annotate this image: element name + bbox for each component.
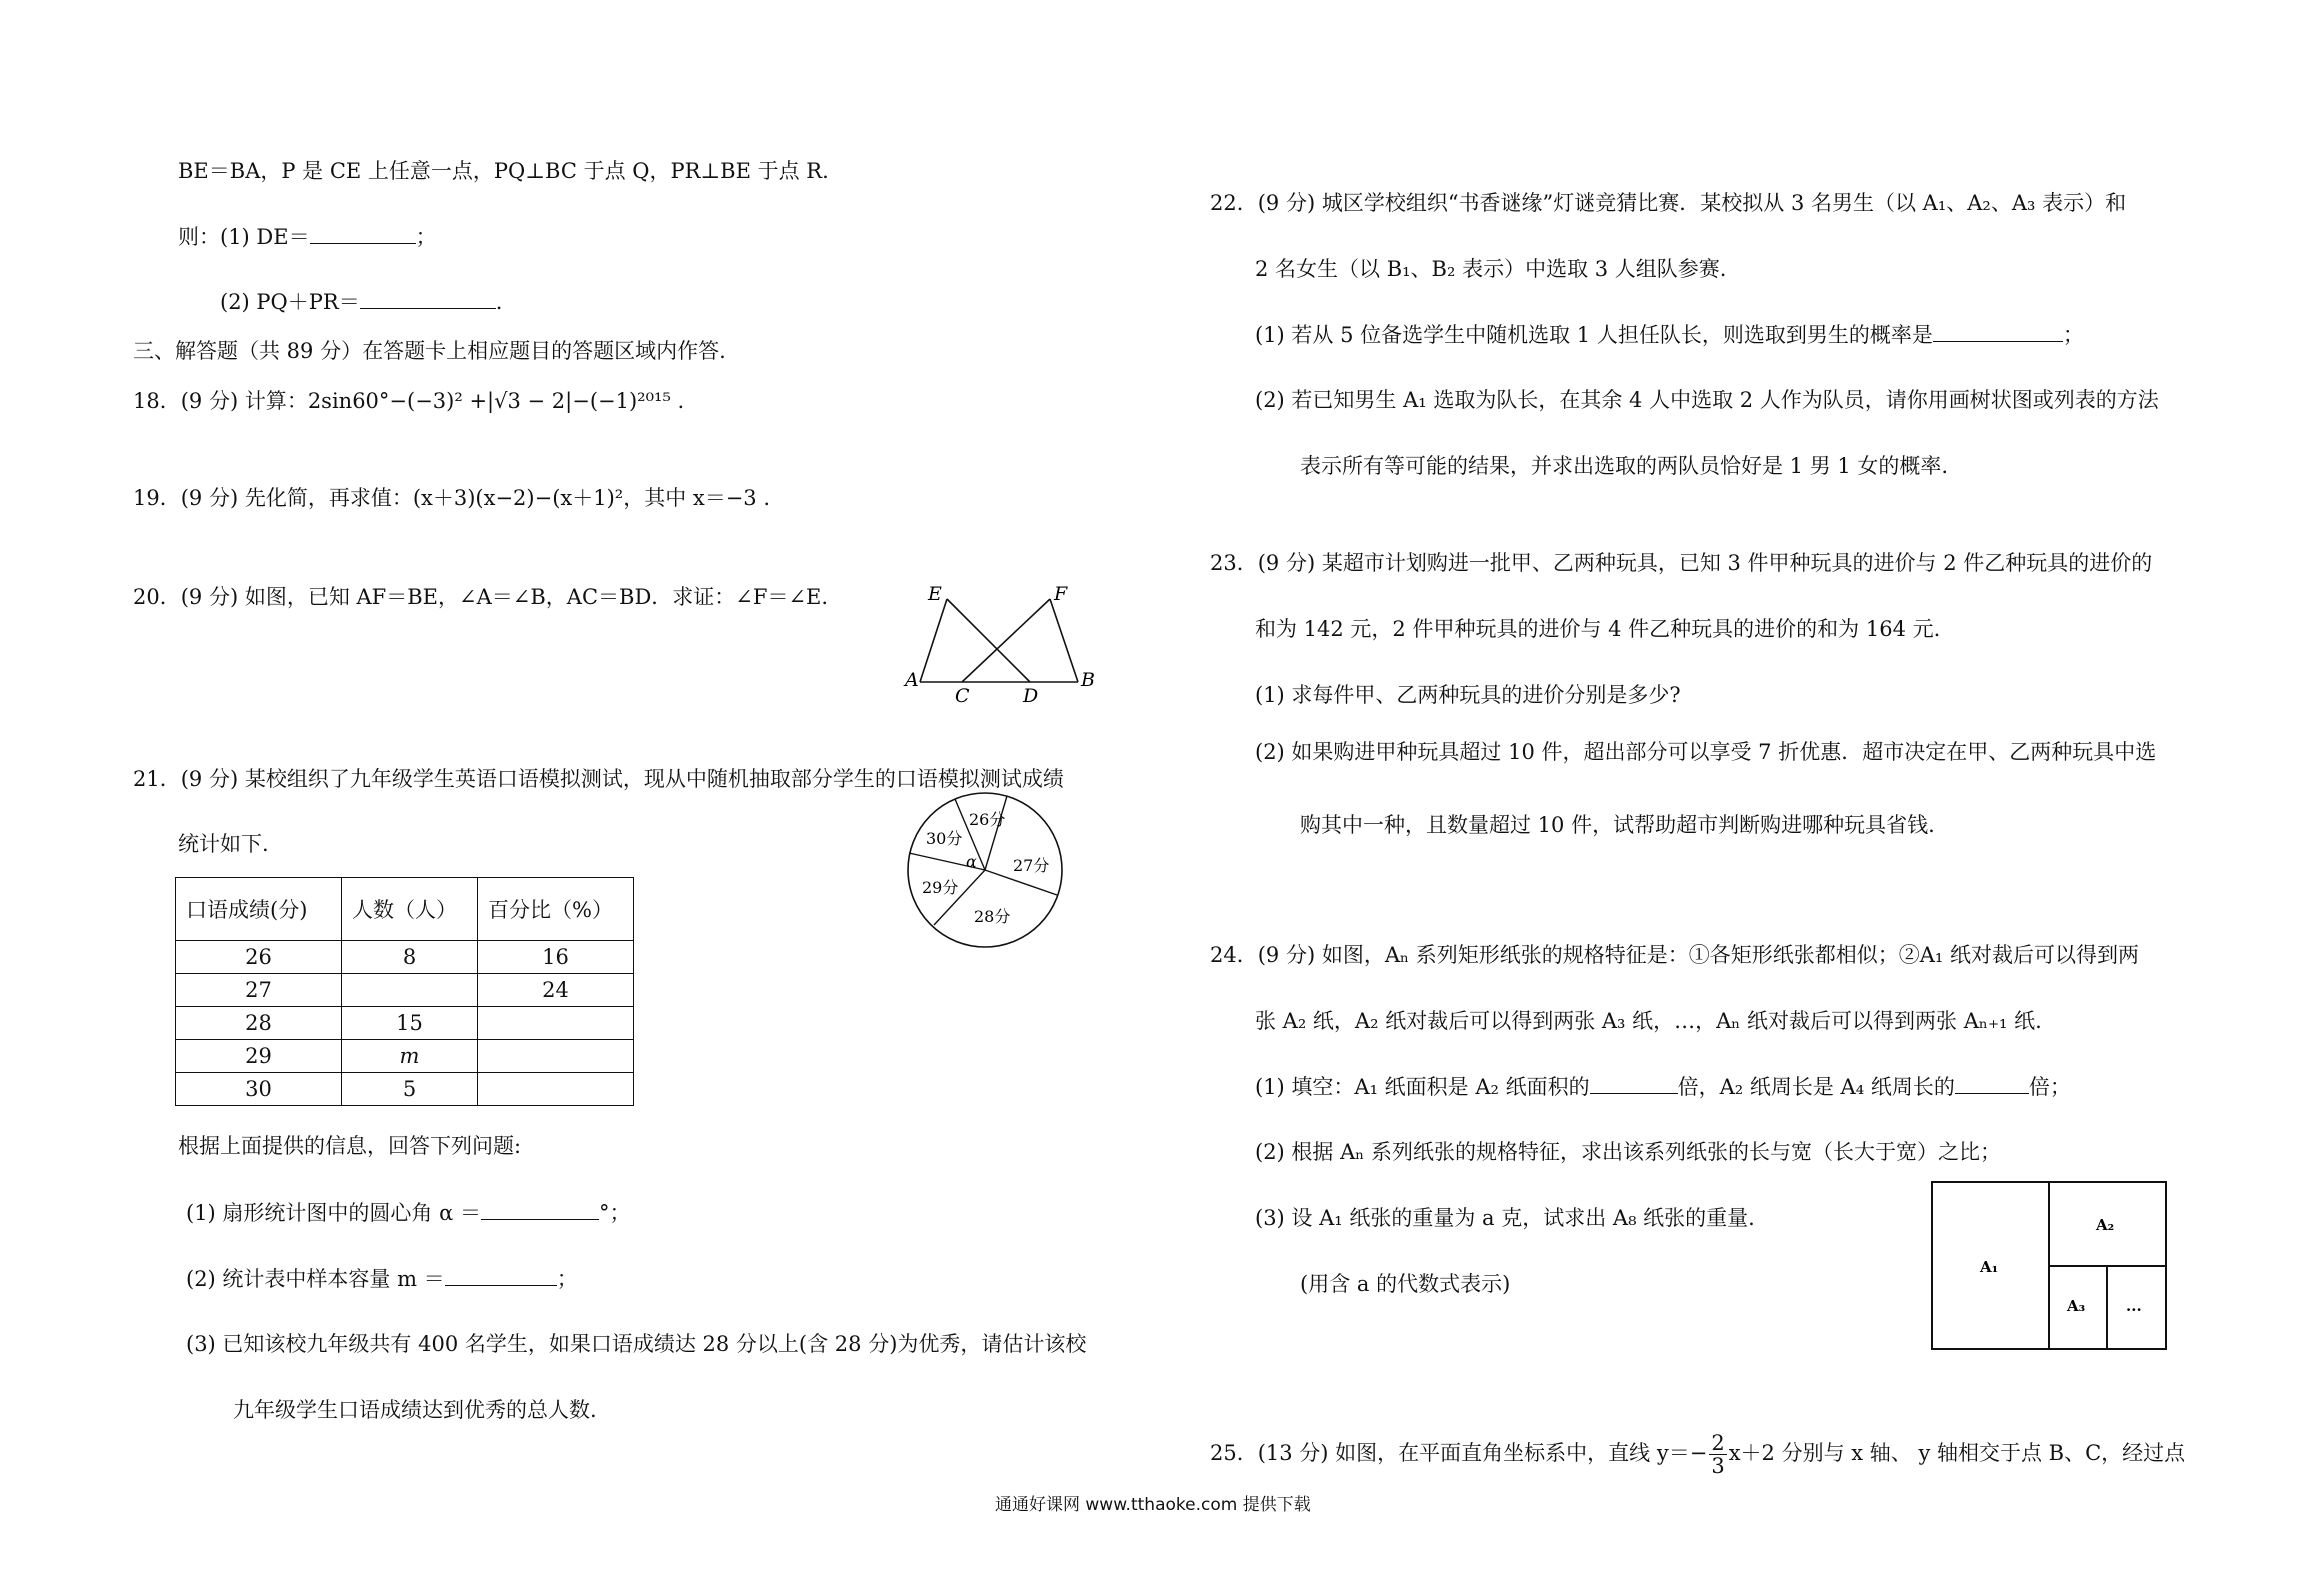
paper-label-a2: A₂	[2096, 1216, 2115, 1234]
label-B: B	[1081, 669, 1095, 691]
table-cell: 29	[176, 1040, 342, 1073]
question-24-part2: (2) 根据 Aₙ 系列纸张的规格特征，求出该系列纸张的长与宽（长大于宽）之比；	[1255, 1140, 2002, 1164]
answer-blank[interactable]	[1590, 1071, 1678, 1094]
question-21-part2: (2) 统计表中样本容量 m ＝ ；	[186, 1263, 578, 1294]
table-cell: 27	[176, 974, 342, 1007]
section-3-heading: 三、解答题（共 89 分）在答题卡上相应题目的答题区域内作答.	[133, 339, 726, 363]
table-cell: 8	[342, 941, 478, 974]
table-header: 口语成绩(分)	[176, 878, 342, 941]
table-row	[176, 941, 634, 974]
page-footer: 通通好课网 www.tthaoke.com 提供下载	[995, 1495, 1311, 1515]
table-cell: 24	[478, 974, 634, 1007]
fraction: $\frac{2}{3}$	[1711, 1431, 1725, 1478]
question-21-part3-line1: (3) 已知该校九年级共有 400 名学生，如果口语成绩达 28 分以上(含 28 分)为优秀，请估计该校	[186, 1332, 1087, 1356]
paper-label-a1: A₁	[1980, 1258, 1999, 1276]
label-C: C	[955, 685, 970, 703]
question-22-line1: 22．(9 分) 城区学校组织“书香谜缘”灯谜竞猜比赛．某校拟从 3 名男生（以 A₁、A₂、A₃ 表示）和	[1210, 191, 2127, 215]
question-24-part1: (1) 填空：A₁ 纸面积是 A₂ 纸面积的 倍，A₂ 纸周长是 A₄ 纸周长的 倍；	[1255, 1071, 2071, 1102]
question-21-part1: (1) 扇形统计图中的圆心角 α ＝ °；	[186, 1197, 630, 1228]
question-22-part1: (1) 若从 5 位备选学生中随机选取 1 人担任队长，则选取到男生的概率是 ；	[1255, 319, 2084, 350]
table-cell	[342, 974, 478, 1007]
question-21-line2: 统计如下.	[178, 832, 269, 856]
question-23-line1: 23．(9 分) 某超市计划购进一批甲、乙两种玩具，已知 3 件甲种玩具的进价与 2 件乙种玩具的进价的	[1210, 551, 2153, 575]
question-24-line2: 张 A₂ 纸，A₂ 纸对裁后可以得到两张 A₃ 纸，…，Aₙ 纸对裁后可以得到两张 Aₙ₊₁ 纸.	[1255, 1009, 2042, 1033]
question-22-line2: 2 名女生（以 B₁、B₂ 表示）中选取 3 人组队参赛.	[1255, 257, 1727, 281]
triangle-figure	[900, 578, 1100, 703]
table-cell: m	[342, 1040, 478, 1073]
label-A: A	[905, 669, 919, 691]
table-header-row	[176, 878, 634, 941]
question-23-line2: 和为 142 元，2 件甲种玩具的进价与 4 件乙种玩具的进价的和为 164 元.	[1255, 617, 1941, 641]
pie-label-30: 30分	[926, 829, 963, 848]
paper-sizes-figure	[1930, 1180, 2170, 1352]
question-23-part2-line2: 购其中一种，且数量超过 10 件，试帮助超市判断购进哪种玩具省钱.	[1300, 813, 1935, 837]
question-22-part2-line2: 表示所有等可能的结果，并求出选取的两队员恰好是 1 男 1 女的概率.	[1300, 454, 1949, 478]
question-21-intro: 根据上面提供的信息，回答下列问题:	[178, 1134, 522, 1158]
question-23-part1: (1) 求每件甲、乙两种玩具的进价分别是多少?	[1255, 683, 1681, 707]
paper-label-a3: A₃	[2067, 1297, 2086, 1315]
pie-label-alpha: α	[966, 852, 977, 871]
table-cell: 28	[176, 1007, 342, 1040]
question-18: 18．(9 分) 计算：2sin60°−(−3)² +|√3 − 2|−(−1)²⁰¹⁵ .	[133, 389, 685, 413]
label-E: E	[928, 583, 942, 605]
question-21-part3-line2: 九年级学生口语成绩达到优秀的总人数.	[233, 1398, 597, 1422]
pie-label-28: 28分	[974, 907, 1011, 926]
answer-blank[interactable]	[310, 221, 416, 244]
pie-chart	[905, 790, 1065, 950]
answer-blank[interactable]	[481, 1197, 599, 1220]
table-row	[176, 974, 634, 1007]
table-cell	[478, 1007, 634, 1040]
label-F: F	[1054, 583, 1068, 605]
question-23-part2-line1: (2) 如果购进甲种玩具超过 10 件，超出部分可以享受 7 折优惠．超市决定在甲、乙两种玩具中选	[1255, 740, 2157, 764]
table-cell: 30	[176, 1073, 342, 1106]
table-cell: 5	[342, 1073, 478, 1106]
answer-blank[interactable]	[445, 1263, 557, 1286]
table-header: 百分比（%）	[478, 878, 634, 941]
pie-label-29: 29分	[922, 878, 959, 897]
table-row	[176, 1073, 634, 1106]
q17-part2: (2) PQ＋PR＝ .	[220, 286, 502, 317]
table-cell: 26	[176, 941, 342, 974]
pie-label-27: 27分	[1013, 856, 1050, 875]
question-24-part3: (3) 设 A₁ 纸张的重量为 a 克，试求出 A₈ 纸张的重量.	[1255, 1206, 1755, 1230]
q17-continuation: BE＝BA，P 是 CE 上任意一点，PQ⊥BC 于点 Q，PR⊥BE 于点 R.	[178, 159, 829, 183]
table-row	[176, 1040, 634, 1073]
table-header: 人数（人）	[342, 878, 478, 941]
pie-label-26: 26分	[969, 810, 1006, 829]
question-21-line1: 21．(9 分) 某校组织了九年级学生英语口语模拟测试，现从中随机抽取部分学生的口语模拟测试成绩	[133, 767, 1064, 791]
question-20: 20．(9 分) 如图，已知 AF＝BE，∠A＝∠B，AC＝BD．求证：∠F＝∠E.	[133, 585, 829, 609]
table-cell: 16	[478, 941, 634, 974]
question-25: 25．(13 分) 如图，在平面直角坐标系中，直线 y＝− $\frac{2}{3}$ x＋2 分别与 x 轴、 y 轴相交于点 B、C，经过点	[1210, 1431, 2186, 1478]
answer-blank[interactable]	[1933, 319, 2063, 342]
table-cell	[478, 1040, 634, 1073]
question-22-part2-line1: (2) 若已知男生 A₁ 选取为队长，在其余 4 人中选取 2 人作为队员，请你用画树状图或列表的方法	[1255, 388, 2159, 412]
label-D: D	[1023, 685, 1039, 703]
table-cell: 15	[342, 1007, 478, 1040]
answer-blank[interactable]	[1955, 1071, 2029, 1094]
score-table	[175, 877, 634, 1106]
table-cell	[478, 1073, 634, 1106]
paper-label-dots: ...	[2126, 1297, 2142, 1315]
question-24-part3-note: (用含 a 的代数式表示)	[1300, 1272, 1511, 1296]
question-19: 19．(9 分) 先化简，再求值：(x＋3)(x−2)−(x＋1)²，其中 x＝−3 .	[133, 486, 771, 510]
answer-blank[interactable]	[360, 286, 496, 309]
table-row	[176, 1007, 634, 1040]
q17-part1: 则：(1) DE＝ ；	[178, 221, 437, 252]
question-24-line1: 24．(9 分) 如图，Aₙ 系列矩形纸张的规格特征是：①各矩形纸张都相似；②A₁ 纸对裁后可以得到两	[1210, 943, 2140, 967]
